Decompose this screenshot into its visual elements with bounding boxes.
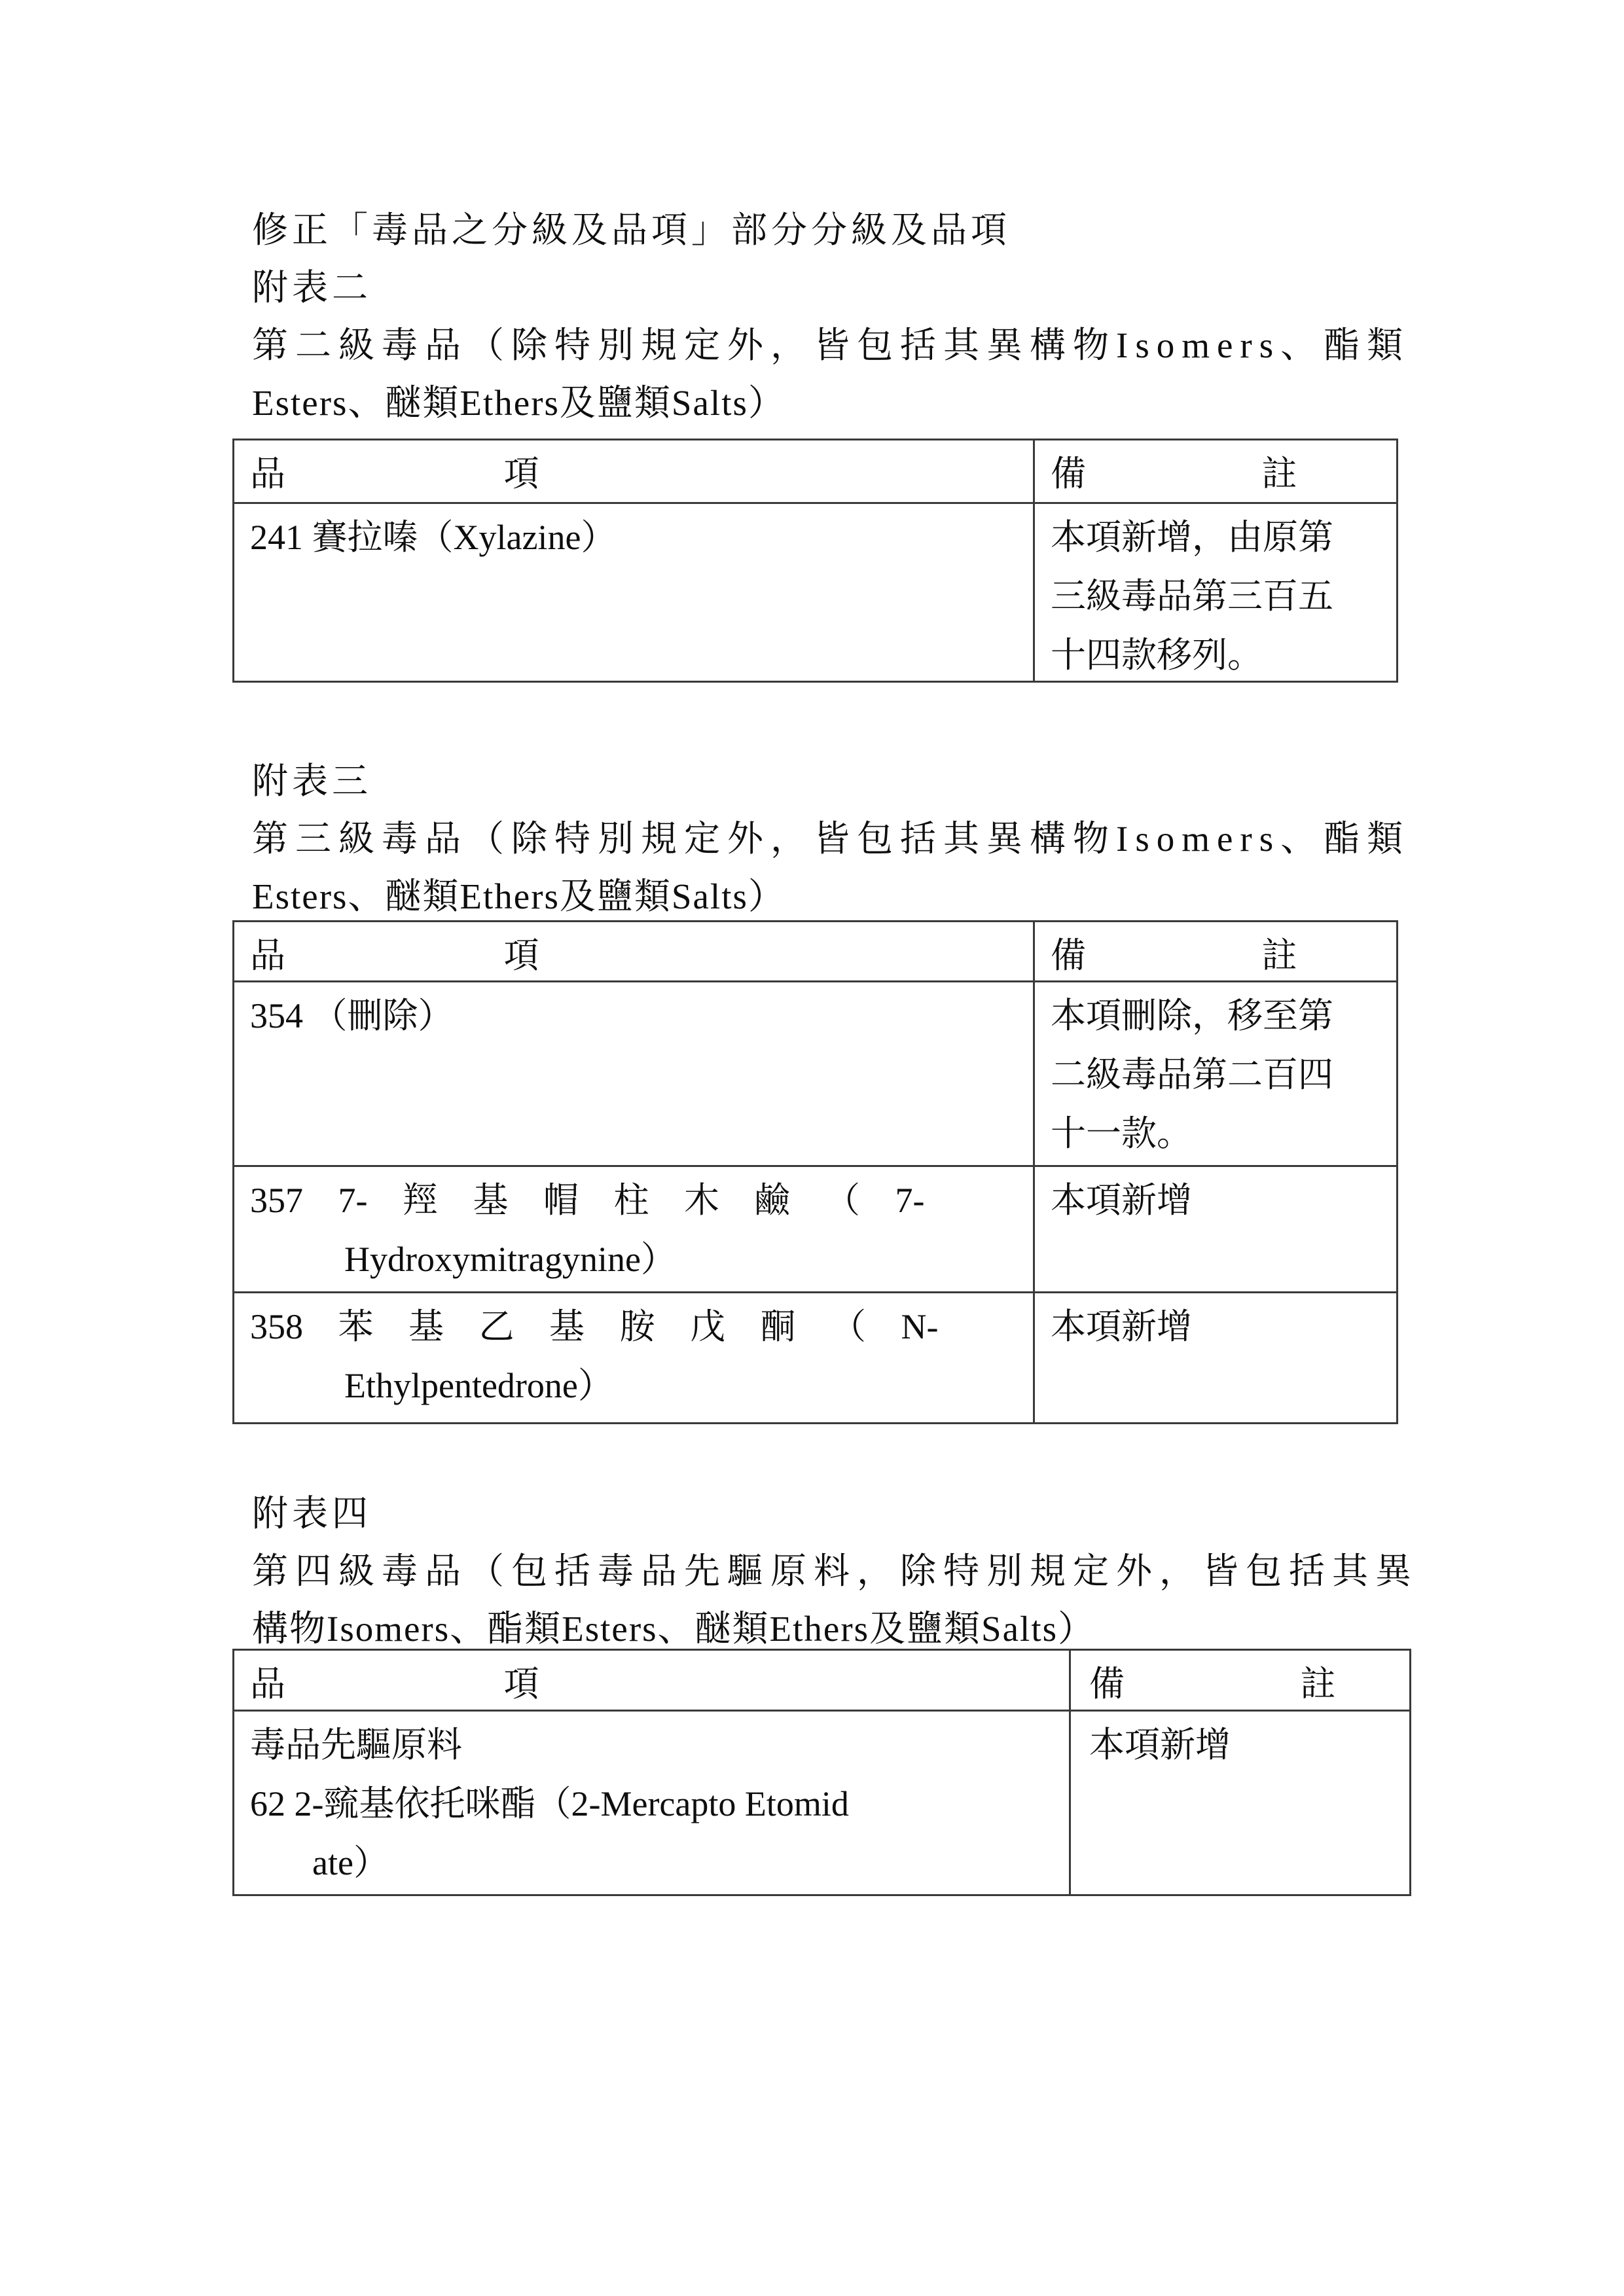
page-title: 修正「毒品之分級及品項」部分分級及品項 bbox=[252, 210, 1011, 250]
note-text: 本項新增 bbox=[1051, 1307, 1192, 1346]
note-text: 三級毒品第三百五 bbox=[1051, 577, 1333, 616]
item-text: 354 （刪除） bbox=[250, 996, 454, 1035]
schedule-3-table bbox=[232, 920, 1398, 1424]
item-text: Ethylpentedrone） bbox=[344, 1366, 613, 1405]
column-header-note: 備 註 bbox=[1033, 922, 1396, 982]
note-text: 本項新增 bbox=[1089, 1725, 1231, 1765]
item-text: 357 7- 羥 基 帽 柱 木 鹼 （ 7- bbox=[250, 1181, 925, 1220]
section-2-caption-l2: Esters、醚類Ethers及鹽類Salts） bbox=[252, 383, 785, 423]
section-3-label: 附表三 bbox=[252, 761, 372, 801]
note-text: 十一款。 bbox=[1051, 1114, 1192, 1153]
section-3-caption-l1: 第三級毒品（除特別規定外，皆包括其異構物Isomers、酯類 bbox=[252, 819, 1411, 859]
table-row-item-cell bbox=[234, 504, 1033, 681]
table-row-item-cell bbox=[234, 982, 1033, 1167]
table-row-note-cell bbox=[1069, 1712, 1409, 1894]
column-header-note: 備 註 bbox=[1033, 440, 1396, 504]
column-header-item: 品 項 bbox=[234, 1651, 1069, 1712]
column-header-item: 品 項 bbox=[234, 440, 1033, 504]
item-text: 358 苯 基 乙 基 胺 戊 酮 （ N- bbox=[250, 1307, 939, 1346]
item-text: ate） bbox=[312, 1843, 389, 1882]
section-4-text-block bbox=[252, 1485, 1624, 1658]
section-3-caption-l2: Esters、醚類Ethers及鹽類Salts） bbox=[252, 876, 785, 916]
note-text: 本項新增，由原第 bbox=[1051, 518, 1333, 557]
table-row-note-cell bbox=[1033, 1167, 1396, 1293]
column-header-item: 品 項 bbox=[234, 922, 1033, 982]
item-text: 241 賽拉嗪（Xylazine） bbox=[250, 518, 617, 557]
header-text-block bbox=[252, 0, 1624, 432]
section-3-text-block bbox=[252, 753, 1624, 925]
table-row-note-cell bbox=[1033, 982, 1396, 1167]
item-text: 62 2-巰基依托咪酯（2-Mercapto Etomid bbox=[250, 1784, 849, 1823]
schedule-2-table bbox=[232, 439, 1398, 683]
section-4-label: 附表四 bbox=[252, 1494, 372, 1534]
section-4-caption-l2: 構物Isomers、酯類Esters、醚類Ethers及鹽類Salts） bbox=[252, 1609, 1096, 1649]
table-row-item-cell bbox=[234, 1712, 1069, 1894]
section-2-caption-l1: 第二級毒品（除特別規定外，皆包括其異構物Isomers、酯類 bbox=[252, 325, 1411, 365]
schedule-4-table bbox=[232, 1649, 1411, 1896]
table-row-item-cell bbox=[234, 1167, 1033, 1293]
section-4-caption-l1: 第四級毒品（包括毒品先驅原料，除特別規定外，皆包括其異 bbox=[252, 1551, 1419, 1591]
item-text: 毒品先驅原料 bbox=[250, 1725, 462, 1765]
note-text: 本項新增 bbox=[1051, 1181, 1192, 1220]
note-text: 二級毒品第二百四 bbox=[1051, 1055, 1333, 1094]
table-row-note-cell bbox=[1033, 504, 1396, 681]
table-row-item-cell bbox=[234, 1293, 1033, 1422]
table-row-note-cell bbox=[1033, 1293, 1396, 1422]
item-text: Hydroxymitragynine） bbox=[344, 1240, 676, 1279]
section-2-label: 附表二 bbox=[252, 268, 372, 308]
note-text: 本項刪除，移至第 bbox=[1051, 996, 1333, 1035]
column-header-note: 備 註 bbox=[1069, 1651, 1409, 1712]
note-text: 十四款移列。 bbox=[1051, 636, 1263, 675]
